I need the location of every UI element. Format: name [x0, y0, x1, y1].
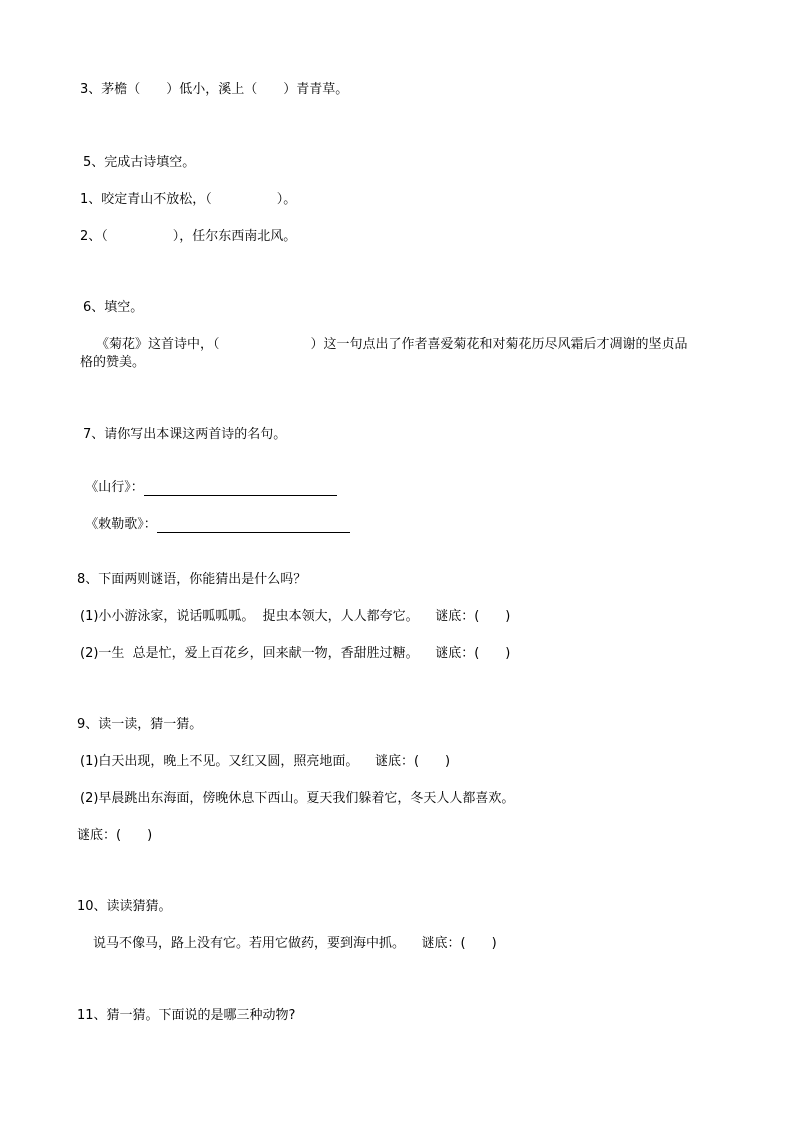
question-9-riddle-1: (1)白天出现，晚上不见。又红又圆，照亮地面。 谜底：( ) — [80, 754, 451, 769]
question-6-text-line-1: 《菊花》这首诗中，（ ）这一句点出了作者喜爱菊花和对菊花历尽风霜后才凋谢的坚贞品 — [96, 337, 688, 352]
question-5-title: 5、完成古诗填空。 — [83, 155, 196, 170]
question-3-sub-3: 3、茅檐（ ）低小，溪上（ ）青青草。 — [80, 82, 349, 97]
question-7-label-shanxing: 《山行》： — [85, 480, 144, 495]
question-7-title: 7、请你写出本课这两首诗的名句。 — [83, 427, 287, 442]
question-8-riddle-1: (1)小小游泳家，说话呱呱呱。 捉虫本领大，人人都夸它。 谜底：( ) — [80, 609, 511, 624]
question-8-title: 8、下面两则谜语，你能猜出是什么吗？ — [77, 572, 307, 587]
question-6-text-line-2: 格的赞美。 — [80, 355, 146, 370]
question-7-answer-chilege — [77, 501, 350, 533]
question-5-item-1: 1、咬定青山不放松，（ ）。 — [80, 192, 297, 207]
question-9-riddle-2: (2)早晨跳出东海面，傍晚休息下西山。夏天我们躲着它，冬天人人都喜欢。 — [80, 791, 515, 806]
question-7-answer-shanxing — [77, 464, 337, 496]
question-10-title: 10、读读猜猜。 — [77, 899, 172, 914]
question-5-item-2: 2、（ ），任尔东西南北风。 — [80, 229, 297, 244]
question-9-title: 9、读一读，猜一猜。 — [77, 717, 203, 732]
question-7-label-chilege: 《敕勒歌》： — [85, 517, 157, 532]
question-8-riddle-2: (2)一生 总是忙，爱上百花乡，回来献一物，香甜胜过糖。 谜底：( ) — [80, 646, 511, 661]
question-10-riddle: 说马不像马，路上没有它。若用它做药，要到海中抓。 谜底：( ) — [93, 936, 497, 951]
answer-blank-line[interactable] — [157, 518, 350, 533]
question-9-riddle-2-answer: 谜底：( ) — [77, 828, 153, 843]
question-6-title: 6、填空。 — [83, 300, 144, 315]
question-11-title: 11、猜一猜。下面说的是哪三种动物? — [77, 1008, 296, 1023]
answer-blank-line[interactable] — [144, 481, 337, 496]
